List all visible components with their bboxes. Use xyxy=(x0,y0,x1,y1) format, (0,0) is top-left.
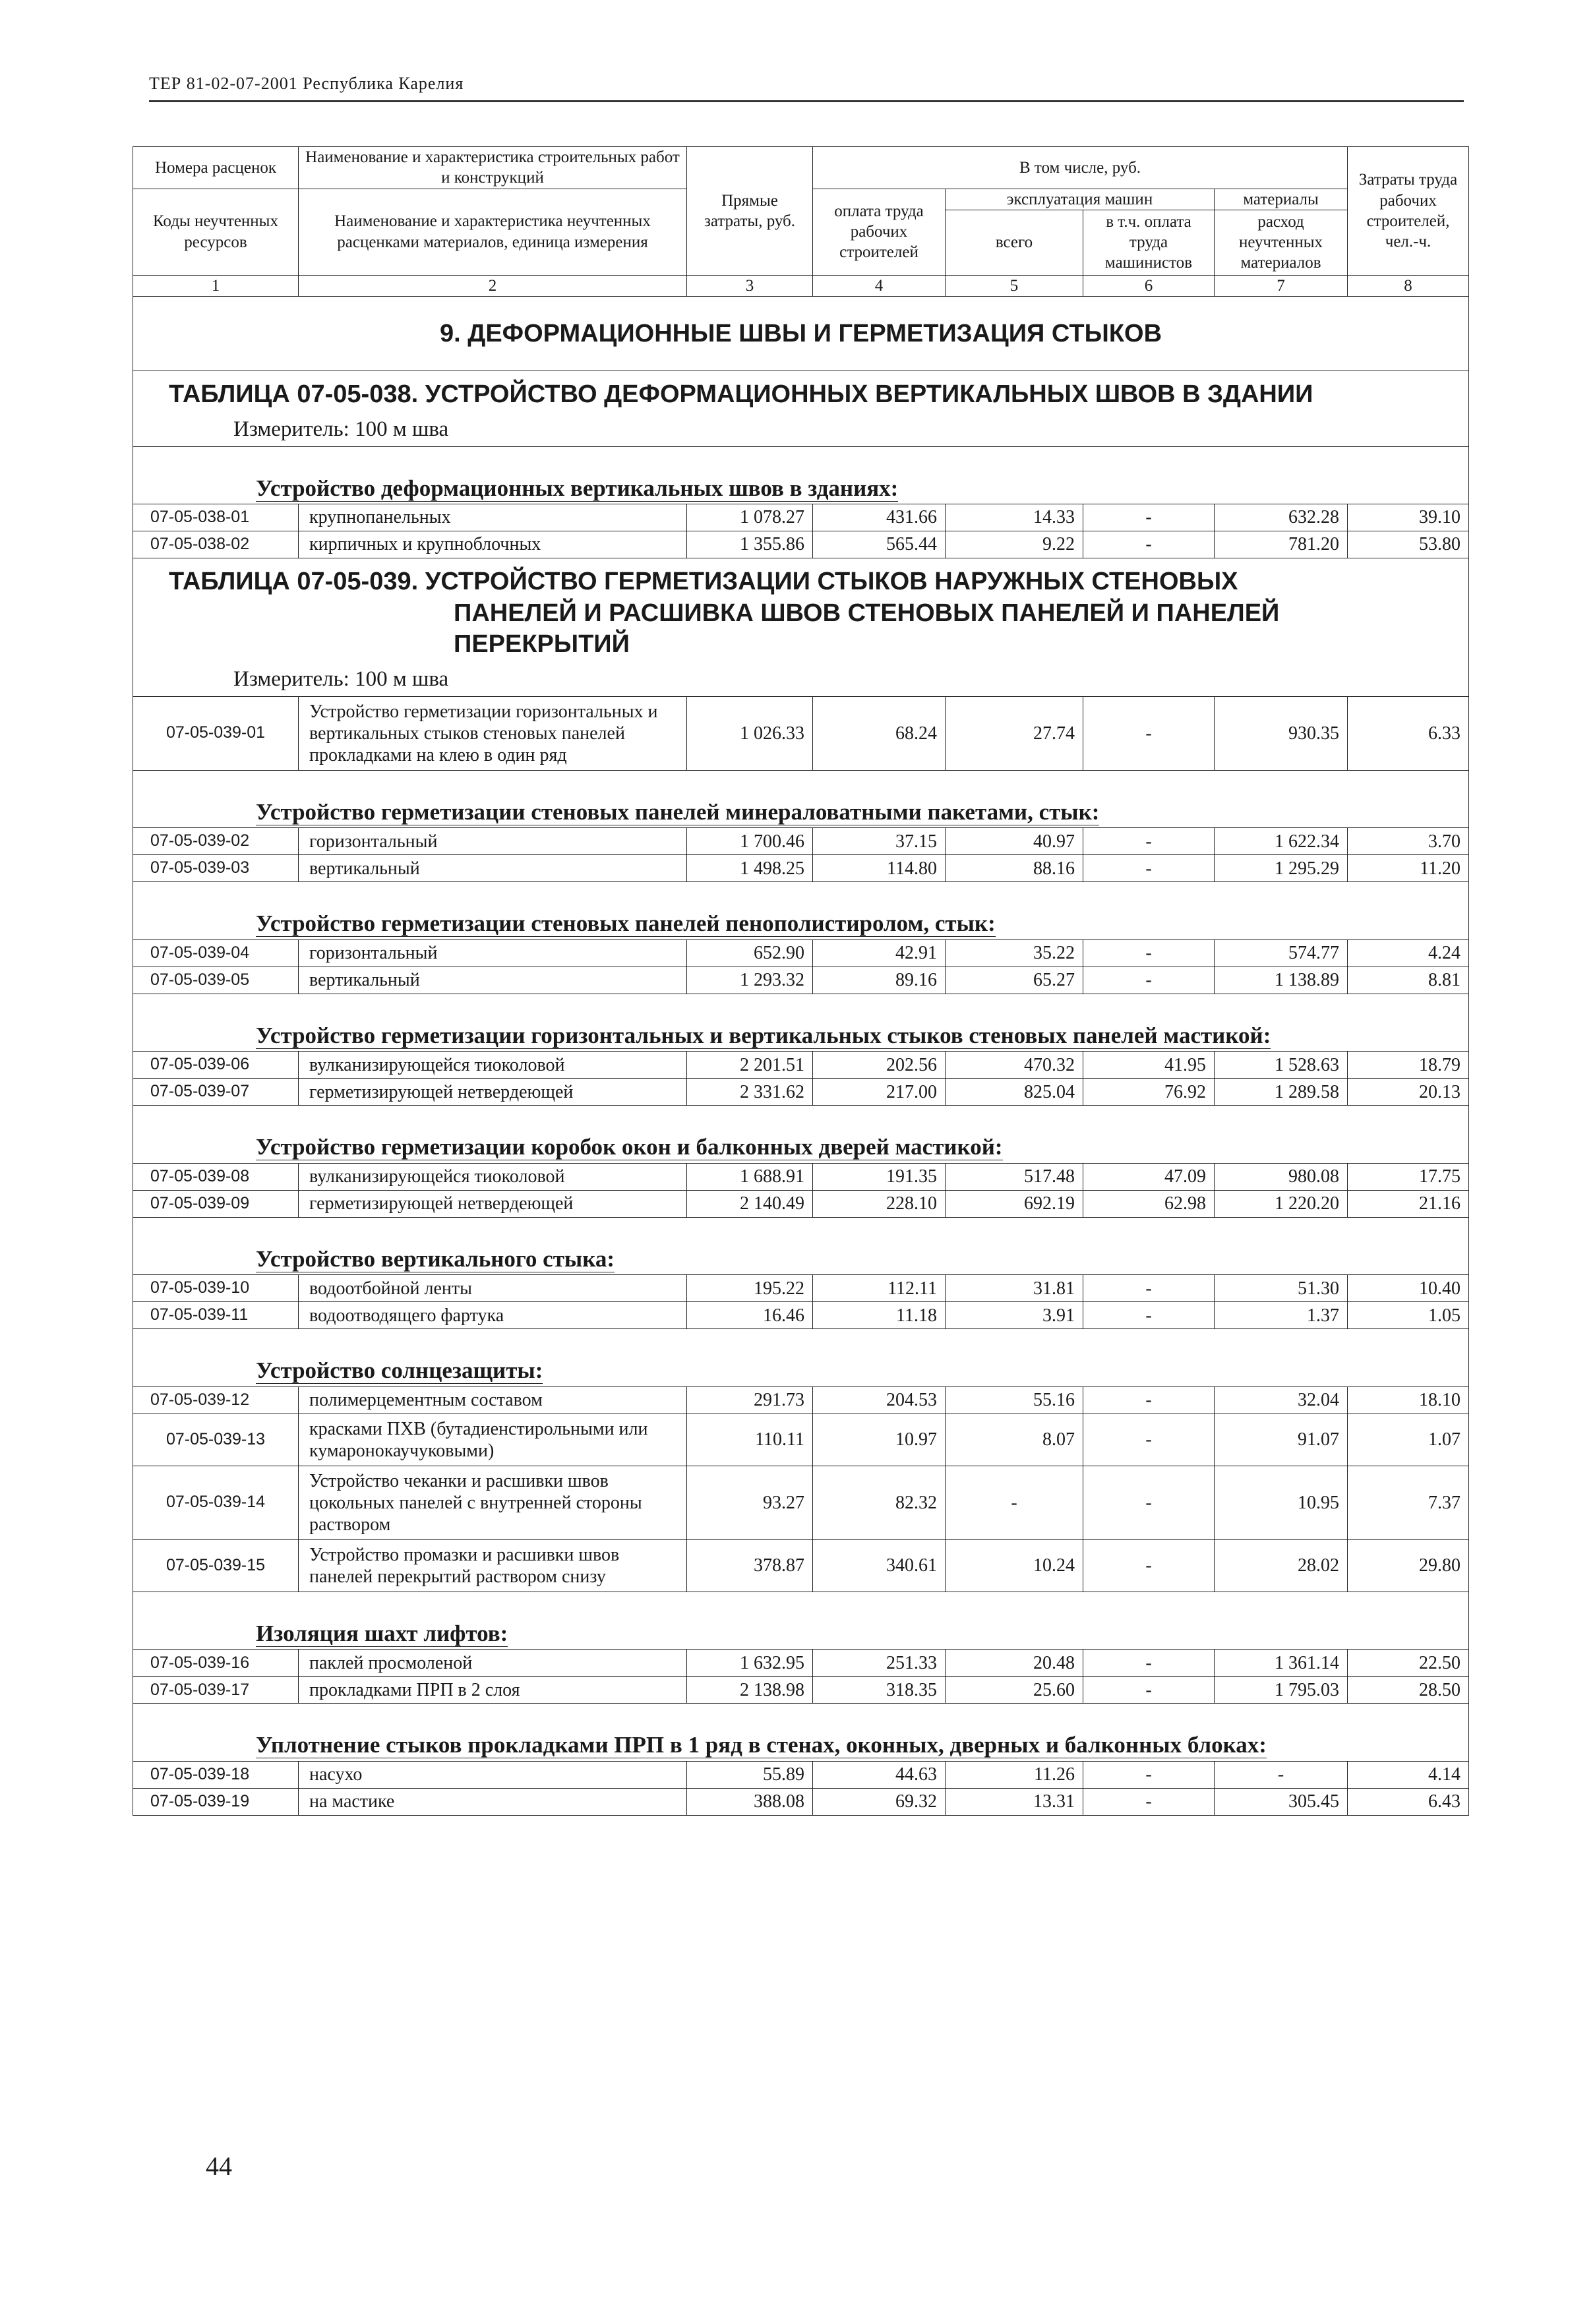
rate-value-c8: 3.70 xyxy=(1348,828,1469,855)
table-row xyxy=(133,1539,1469,1592)
measure-unit: Измеритель: 100 м шва xyxy=(133,663,1469,697)
rate-value-c5: 517.48 xyxy=(946,1163,1083,1190)
group-heading-text: Устройство герметизации стеновых панелей минераловатными пакетами, стык: xyxy=(256,798,1100,825)
rate-value-c3: 2 138.98 xyxy=(687,1677,813,1704)
rate-name: вулканизирующейся тиоколовой xyxy=(299,1163,687,1190)
group-heading-text: Изоляция шахт лифтов: xyxy=(256,1620,508,1646)
rate-value-c6: - xyxy=(1083,1386,1215,1414)
rate-code: 07-05-039-16 xyxy=(133,1650,299,1677)
rate-value-c4: 68.24 xyxy=(813,696,946,770)
rate-name: насухо xyxy=(299,1761,687,1788)
rate-value-c7: 1.37 xyxy=(1215,1302,1348,1329)
rate-name: прокладками ПРП в 2 слоя xyxy=(299,1677,687,1704)
rate-value-c6: - xyxy=(1083,696,1215,770)
rate-value-c3: 2 331.62 xyxy=(687,1079,813,1106)
rate-value-c7: 10.95 xyxy=(1215,1466,1348,1539)
group-heading xyxy=(133,1704,1469,1762)
rate-value-c4: 431.66 xyxy=(813,504,946,531)
rate-name: вулканизирующейся тиоколовой xyxy=(299,1052,687,1079)
rate-code: 07-05-039-14 xyxy=(133,1466,299,1539)
rate-value-c5: 40.97 xyxy=(946,828,1083,855)
table-title-line: ТАБЛИЦА 07-05-038. УСТРОЙСТВО ДЕФОРМАЦИОННЫХ ВЕРТИКАЛЬНЫХ ШВОВ В ЗДАНИИ xyxy=(169,380,1313,408)
rate-value-c5: 10.24 xyxy=(946,1539,1083,1592)
group-heading-text: Устройство герметизации горизонтальных и вертикальных стыков стеновых панелей мастикой: xyxy=(256,1022,1271,1048)
rate-code: 07-05-039-06 xyxy=(133,1052,299,1079)
rate-value-c4: 44.63 xyxy=(813,1761,946,1788)
rate-code: 07-05-039-15 xyxy=(133,1539,299,1592)
rate-name: крупнопанельных xyxy=(299,504,687,531)
rate-value-c3: 1 355.86 xyxy=(687,531,813,558)
rate-value-c6: - xyxy=(1083,504,1215,531)
column-number: 5 xyxy=(946,275,1083,296)
rate-code: 07-05-039-12 xyxy=(133,1386,299,1414)
table-row xyxy=(133,939,1469,967)
rate-value-c8: 53.80 xyxy=(1348,531,1469,558)
table-row xyxy=(133,1386,1469,1414)
header-including: В том числе, руб. xyxy=(813,147,1348,189)
rate-code: 07-05-039-17 xyxy=(133,1677,299,1704)
rate-value-c6: - xyxy=(1083,1539,1215,1592)
table-row xyxy=(133,504,1469,531)
header-codes-bottom: Коды неучтенных ресурсов xyxy=(133,189,299,275)
rate-value-c5: 35.22 xyxy=(946,939,1083,967)
page-number: 44 xyxy=(206,2151,232,2181)
rate-value-c4: 318.35 xyxy=(813,1677,946,1704)
rate-value-c4: 112.11 xyxy=(813,1275,946,1302)
group-heading-row xyxy=(133,1592,1469,1650)
rate-code: 07-05-039-01 xyxy=(133,696,299,770)
rate-value-c8: 7.37 xyxy=(1348,1466,1469,1539)
header-codes-top: Номера расценок xyxy=(133,147,299,189)
table-row xyxy=(133,1163,1469,1190)
rate-code: 07-05-039-02 xyxy=(133,828,299,855)
column-number-row xyxy=(133,275,1469,296)
rate-value-c6: - xyxy=(1083,1414,1215,1466)
group-heading xyxy=(133,994,1469,1052)
rate-value-c5: 3.91 xyxy=(946,1302,1083,1329)
rate-value-c3: 55.89 xyxy=(687,1761,813,1788)
table-row xyxy=(133,828,1469,855)
table-row xyxy=(133,855,1469,882)
header-materials-sub: расход неучтенных материалов xyxy=(1215,210,1348,275)
rate-value-c7: 1 138.89 xyxy=(1215,967,1348,994)
rate-value-c4: 89.16 xyxy=(813,967,946,994)
rate-value-c3: 2 201.51 xyxy=(687,1052,813,1079)
rate-code: 07-05-039-19 xyxy=(133,1788,299,1815)
header-labor-pay: оплата труда рабочих строителей xyxy=(813,189,946,275)
rate-value-c3: 652.90 xyxy=(687,939,813,967)
rate-value-c4: 11.18 xyxy=(813,1302,946,1329)
group-heading xyxy=(133,1329,1469,1387)
rate-value-c4: 42.91 xyxy=(813,939,946,967)
rate-value-c6: - xyxy=(1083,1677,1215,1704)
rate-value-c6: - xyxy=(1083,1650,1215,1677)
group-heading xyxy=(133,1217,1469,1275)
rate-value-c3: 110.11 xyxy=(687,1414,813,1466)
table-row xyxy=(133,531,1469,558)
rate-value-c8: 11.20 xyxy=(1348,855,1469,882)
rate-value-c8: 20.13 xyxy=(1348,1079,1469,1106)
header-machine-operation: эксплуатация машин xyxy=(946,189,1215,210)
rate-value-c8: 17.75 xyxy=(1348,1163,1469,1190)
table-row xyxy=(133,1677,1469,1704)
table-title xyxy=(133,371,1469,413)
rate-value-c3: 1 700.46 xyxy=(687,828,813,855)
group-heading-row xyxy=(133,1704,1469,1762)
rate-value-c7: 781.20 xyxy=(1215,531,1348,558)
rate-value-c3: 1 293.32 xyxy=(687,967,813,994)
table-row xyxy=(133,1052,1469,1079)
rate-value-c8: 10.40 xyxy=(1348,1275,1469,1302)
rate-value-c4: 10.97 xyxy=(813,1414,946,1466)
rate-value-c8: 4.14 xyxy=(1348,1761,1469,1788)
table-title-row xyxy=(133,558,1469,663)
rate-value-c8: 22.50 xyxy=(1348,1650,1469,1677)
rate-value-c5: 825.04 xyxy=(946,1079,1083,1106)
rate-value-c4: 340.61 xyxy=(813,1539,946,1592)
rate-value-c5: 14.33 xyxy=(946,504,1083,531)
rate-value-c8: 21.16 xyxy=(1348,1190,1469,1217)
rate-value-c6: 76.92 xyxy=(1083,1079,1215,1106)
group-heading-row xyxy=(133,770,1469,828)
rate-value-c6: - xyxy=(1083,1302,1215,1329)
rate-value-c5: 55.16 xyxy=(946,1386,1083,1414)
column-number: 1 xyxy=(133,275,299,296)
rate-table xyxy=(133,146,1468,1816)
rate-value-c5: 88.16 xyxy=(946,855,1083,882)
group-heading xyxy=(133,770,1469,828)
rate-value-c4: 69.32 xyxy=(813,1788,946,1815)
header-direct-costs: Прямые затраты, руб. xyxy=(687,147,813,276)
rate-value-c8: 18.79 xyxy=(1348,1052,1469,1079)
rate-name: красками ПХВ (бутадиенстирольными или кумаронокаучуковыми) xyxy=(299,1414,687,1466)
rate-value-c3: 1 078.27 xyxy=(687,504,813,531)
rate-name: горизонтальный xyxy=(299,939,687,967)
rate-name: Устройство чеканки и расшивки швов цокольных панелей с внутренней стороны раствором xyxy=(299,1466,687,1539)
rate-value-c7: 32.04 xyxy=(1215,1386,1348,1414)
rate-value-c8: 8.81 xyxy=(1348,967,1469,994)
rate-value-c3: 2 140.49 xyxy=(687,1190,813,1217)
rate-name: кирпичных и крупноблочных xyxy=(299,531,687,558)
header-name-top: Наименование и характеристика строительных работ и конструкций xyxy=(299,147,687,189)
rate-value-c6: - xyxy=(1083,531,1215,558)
column-number: 8 xyxy=(1348,275,1469,296)
table-row xyxy=(133,1761,1469,1788)
rate-value-c3: 16.46 xyxy=(687,1302,813,1329)
measure-unit-row xyxy=(133,413,1469,447)
rate-value-c7: 91.07 xyxy=(1215,1414,1348,1466)
rate-value-c6: 47.09 xyxy=(1083,1163,1215,1190)
rate-name: водоотбойной ленты xyxy=(299,1275,687,1302)
rate-code: 07-05-039-09 xyxy=(133,1190,299,1217)
rate-value-c6: - xyxy=(1083,939,1215,967)
header-name-bottom: Наименование и характеристика неучтенных расценками материалов, единица измерения xyxy=(299,189,687,275)
table-row xyxy=(133,1302,1469,1329)
column-number: 6 xyxy=(1083,275,1215,296)
rate-value-c4: 202.56 xyxy=(813,1052,946,1079)
rate-value-c3: 1 498.25 xyxy=(687,855,813,882)
rate-name: вертикальный xyxy=(299,855,687,882)
header-materials: материалы xyxy=(1215,189,1348,210)
rate-value-c5: 20.48 xyxy=(946,1650,1083,1677)
rate-value-c3: 1 026.33 xyxy=(687,696,813,770)
rate-value-c6: - xyxy=(1083,1761,1215,1788)
rate-value-c7: 28.02 xyxy=(1215,1539,1348,1592)
table-row xyxy=(133,967,1469,994)
rate-value-c4: 114.80 xyxy=(813,855,946,882)
rate-value-c5: 470.32 xyxy=(946,1052,1083,1079)
rate-value-c5: 9.22 xyxy=(946,531,1083,558)
header-labor-costs: Затраты труда рабочих строителей, чел.-ч. xyxy=(1348,147,1469,276)
rate-value-c4: 191.35 xyxy=(813,1163,946,1190)
group-heading xyxy=(133,1592,1469,1650)
table-row xyxy=(133,1650,1469,1677)
rate-value-c7: 930.35 xyxy=(1215,696,1348,770)
rate-value-c4: 228.10 xyxy=(813,1190,946,1217)
column-number: 4 xyxy=(813,275,946,296)
rate-value-c7: 1 220.20 xyxy=(1215,1190,1348,1217)
rate-code: 07-05-039-10 xyxy=(133,1275,299,1302)
rate-value-c8: 18.10 xyxy=(1348,1386,1469,1414)
rate-value-c6: - xyxy=(1083,1466,1215,1539)
section-title-row xyxy=(133,297,1469,371)
rate-name: Устройство промазки и расшивки швов панелей перекрытий раствором снизу xyxy=(299,1539,687,1592)
rate-value-c7: 1 361.14 xyxy=(1215,1650,1348,1677)
rate-value-c5: 692.19 xyxy=(946,1190,1083,1217)
rate-name: вертикальный xyxy=(299,967,687,994)
measure-unit: Измеритель: 100 м шва xyxy=(133,413,1469,447)
rate-name: герметизирующей нетвердеющей xyxy=(299,1190,687,1217)
group-heading-text: Уплотнение стыков прокладками ПРП в 1 ряд в стенах, оконных, дверных и балконных блоках: xyxy=(256,1732,1267,1758)
table-title xyxy=(133,558,1469,663)
rate-name: водоотводящего фартука xyxy=(299,1302,687,1329)
rate-value-c5: 25.60 xyxy=(946,1677,1083,1704)
rate-value-c7: 1 295.29 xyxy=(1215,855,1348,882)
rate-value-c7: 1 795.03 xyxy=(1215,1677,1348,1704)
table-row xyxy=(133,696,1469,770)
rate-value-c8: 28.50 xyxy=(1348,1677,1469,1704)
column-number: 3 xyxy=(687,275,813,296)
rate-value-c6: - xyxy=(1083,1275,1215,1302)
rate-value-c5: 31.81 xyxy=(946,1275,1083,1302)
rate-value-c7: 1 622.34 xyxy=(1215,828,1348,855)
table-row xyxy=(133,1414,1469,1466)
rate-value-c8: 4.24 xyxy=(1348,939,1469,967)
rate-value-c7: 980.08 xyxy=(1215,1163,1348,1190)
group-heading-row xyxy=(133,1217,1469,1275)
table-row xyxy=(133,1275,1469,1302)
rate-value-c5: 11.26 xyxy=(946,1761,1083,1788)
rate-value-c5: - xyxy=(946,1466,1083,1539)
rate-name: Устройство герметизации горизонтальных и вертикальных стыков стеновых панелей прокладками на клею в один ряд xyxy=(299,696,687,770)
table-title-row xyxy=(133,371,1469,413)
table-title-line: ПАНЕЛЕЙ И РАСШИВКА ШВОВ СТЕНОВЫХ ПАНЕЛЕЙ И ПАНЕЛЕЙ xyxy=(454,599,1280,627)
rate-value-c3: 1 632.95 xyxy=(687,1650,813,1677)
rate-value-c5: 8.07 xyxy=(946,1414,1083,1466)
group-heading xyxy=(133,882,1469,940)
rate-code: 07-05-039-05 xyxy=(133,967,299,994)
rate-value-c3: 388.08 xyxy=(687,1788,813,1815)
rate-code: 07-05-039-13 xyxy=(133,1414,299,1466)
rate-value-c6: 62.98 xyxy=(1083,1190,1215,1217)
rate-value-c5: 27.74 xyxy=(946,696,1083,770)
rate-value-c3: 1 688.91 xyxy=(687,1163,813,1190)
group-heading xyxy=(133,1106,1469,1164)
group-heading-row xyxy=(133,446,1469,504)
rate-value-c6: 41.95 xyxy=(1083,1052,1215,1079)
rate-value-c4: 251.33 xyxy=(813,1650,946,1677)
table-row xyxy=(133,1466,1469,1539)
rate-code: 07-05-039-07 xyxy=(133,1079,299,1106)
rate-value-c4: 37.15 xyxy=(813,828,946,855)
group-heading-row xyxy=(133,1329,1469,1387)
rate-value-c3: 93.27 xyxy=(687,1466,813,1539)
rate-name: полимерцементным составом xyxy=(299,1386,687,1414)
rate-value-c7: 51.30 xyxy=(1215,1275,1348,1302)
rate-value-c6: - xyxy=(1083,855,1215,882)
rate-value-c7: 632.28 xyxy=(1215,504,1348,531)
rate-name: на мастике xyxy=(299,1788,687,1815)
group-heading-text: Устройство герметизации коробок окон и балконных дверей мастикой: xyxy=(256,1134,1003,1160)
header-machine-total: всего xyxy=(946,210,1083,275)
rate-value-c8: 39.10 xyxy=(1348,504,1469,531)
rate-value-c7: - xyxy=(1215,1761,1348,1788)
table-title-line: ТАБЛИЦА 07-05-039. УСТРОЙСТВО ГЕРМЕТИЗАЦИИ СТЫКОВ НАРУЖНЫХ СТЕНОВЫХ xyxy=(169,568,1238,595)
rate-name: герметизирующей нетвердеющей xyxy=(299,1079,687,1106)
rate-value-c7: 1 528.63 xyxy=(1215,1052,1348,1079)
table-title-line: ПЕРЕКРЫТИЙ xyxy=(454,630,630,658)
rate-code: 07-05-039-18 xyxy=(133,1761,299,1788)
group-heading-text: Устройство деформационных вертикальных швов в зданиях: xyxy=(256,475,899,501)
rate-name: горизонтальный xyxy=(299,828,687,855)
header-machine-labor: в т.ч. оплата труда машинистов xyxy=(1083,210,1215,275)
table-row xyxy=(133,1079,1469,1106)
rate-value-c6: - xyxy=(1083,828,1215,855)
rate-value-c5: 65.27 xyxy=(946,967,1083,994)
rate-value-c4: 82.32 xyxy=(813,1466,946,1539)
column-header-row-1 xyxy=(133,147,1469,189)
running-header: ТЕР 81-02-07-2001 Республика Карелия xyxy=(149,74,1464,102)
group-heading-text: Устройство вертикального стыка: xyxy=(256,1245,615,1272)
rate-value-c3: 195.22 xyxy=(687,1275,813,1302)
column-number: 2 xyxy=(299,275,687,296)
rate-value-c8: 1.07 xyxy=(1348,1414,1469,1466)
column-number: 7 xyxy=(1215,275,1348,296)
rate-value-c8: 1.05 xyxy=(1348,1302,1469,1329)
rate-name: паклей просмоленой xyxy=(299,1650,687,1677)
rate-value-c6: - xyxy=(1083,967,1215,994)
rate-value-c7: 305.45 xyxy=(1215,1788,1348,1815)
rate-value-c7: 1 289.58 xyxy=(1215,1079,1348,1106)
rate-value-c5: 13.31 xyxy=(946,1788,1083,1815)
rate-code: 07-05-039-04 xyxy=(133,939,299,967)
rate-value-c4: 217.00 xyxy=(813,1079,946,1106)
rate-value-c8: 29.80 xyxy=(1348,1539,1469,1592)
group-heading-text: Устройство солнцезащиты: xyxy=(256,1357,543,1384)
rate-value-c3: 378.87 xyxy=(687,1539,813,1592)
rate-code: 07-05-038-01 xyxy=(133,504,299,531)
rate-value-c8: 6.43 xyxy=(1348,1788,1469,1815)
rate-value-c6: - xyxy=(1083,1788,1215,1815)
group-heading-row xyxy=(133,994,1469,1052)
table-row xyxy=(133,1190,1469,1217)
measure-unit-row xyxy=(133,663,1469,697)
rate-value-c4: 204.53 xyxy=(813,1386,946,1414)
rate-value-c3: 291.73 xyxy=(687,1386,813,1414)
rate-code: 07-05-038-02 xyxy=(133,531,299,558)
rate-code: 07-05-039-08 xyxy=(133,1163,299,1190)
table-row xyxy=(133,1788,1469,1815)
group-heading-row xyxy=(133,1106,1469,1164)
rate-code: 07-05-039-11 xyxy=(133,1302,299,1329)
section-title: 9. ДЕФОРМАЦИОННЫЕ ШВЫ И ГЕРМЕТИЗАЦИЯ СТЫКОВ xyxy=(133,297,1469,371)
rate-value-c8: 6.33 xyxy=(1348,696,1469,770)
rate-value-c7: 574.77 xyxy=(1215,939,1348,967)
rate-value-c4: 565.44 xyxy=(813,531,946,558)
group-heading xyxy=(133,446,1469,504)
rate-code: 07-05-039-03 xyxy=(133,855,299,882)
group-heading-row xyxy=(133,882,1469,940)
group-heading-text: Устройство герметизации стеновых панелей пенополистиролом, стык: xyxy=(256,910,996,937)
